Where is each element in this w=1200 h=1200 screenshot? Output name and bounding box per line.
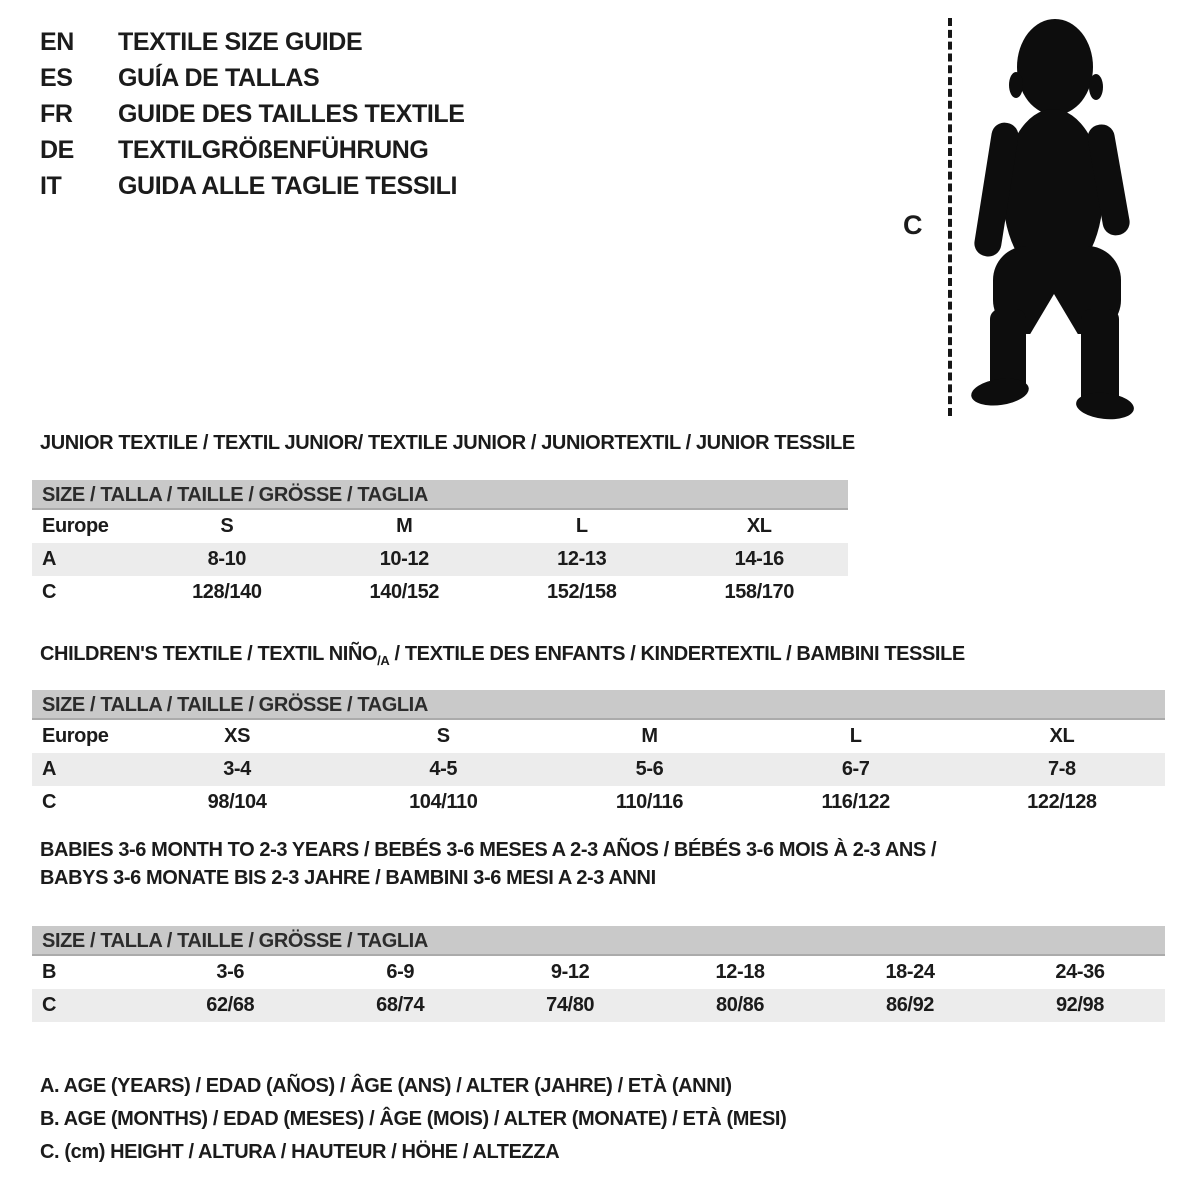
junior-size-table (32, 510, 848, 609)
language-title: GUÍA DE TALLAS (118, 63, 320, 92)
table-cell: 12-18 (715, 961, 765, 983)
table-row (32, 989, 1165, 1022)
table-cell: 10-12 (379, 548, 429, 570)
table-cell: 62/68 (206, 994, 255, 1016)
legend-line-c: C. (cm) HEIGHT / ALTURA / HAUTEUR / HÖHE / ALTEZZA (40, 1141, 560, 1163)
table-row (32, 720, 1165, 753)
language-row (40, 168, 465, 204)
language-title-block (40, 24, 465, 204)
table-cell: XL (1049, 725, 1075, 747)
table-cell: 7-8 (1048, 758, 1076, 780)
table-cell: 110/116 (615, 791, 684, 813)
babies-title-line1: BABIES 3-6 MONTH TO 2-3 YEARS / BEBÉS 3-6 MESES A 2-3 AÑOS / BÉBÉS 3-6 MOIS À 2-3 ANS / (40, 839, 937, 861)
table-cell: 68/74 (376, 994, 425, 1016)
table-cell: 104/110 (409, 791, 478, 813)
table-cell: 5-6 (635, 758, 664, 780)
height-measure-label: C (903, 210, 923, 240)
size-table-header: SIZE / TALLA / TAILLE / GRÖSSE / TAGLIA (32, 690, 1165, 720)
table-cell: XS (224, 725, 251, 747)
size-table-header: SIZE / TALLA / TAILLE / GRÖSSE / TAGLIA (32, 480, 848, 510)
legend-line-b: B. AGE (MONTHS) / EDAD (MESES) / ÂGE (MOIS) / ALTER (MONATE) / ETÀ (MESI) (40, 1108, 787, 1130)
table-cell: 92/98 (1055, 994, 1105, 1016)
section-title-junior: JUNIOR TEXTILE / TEXTIL JUNIOR/ TEXTILE JUNIOR / JUNIORTEXTIL / JUNIOR TESSILE (40, 432, 855, 454)
table-cell: 6-9 (386, 961, 415, 983)
table-row (32, 510, 848, 543)
table-cell: 116/122 (821, 791, 890, 813)
table-cell: 12-13 (557, 548, 607, 570)
language-title: TEXTILGRÖßENFÜHRUNG (118, 135, 429, 164)
language-title: GUIDE DES TAILLES TEXTILE (118, 99, 465, 128)
table-cell: 3-4 (223, 758, 251, 780)
row-label: C (42, 581, 57, 603)
table-cell: 152/158 (547, 581, 617, 603)
table-cell: 4-5 (429, 758, 458, 780)
children-title-suffix: / TEXTILE DES ENFANTS / KINDERTEXTIL / BAMBINI TESSILE (389, 643, 965, 665)
row-label: C (42, 994, 57, 1016)
table-cell: L (575, 515, 588, 537)
table-cell: M (396, 515, 413, 537)
language-row (40, 60, 465, 96)
table-cell: 24-36 (1055, 961, 1105, 983)
section-title-babies (40, 836, 936, 892)
table-cell: L (849, 725, 862, 747)
table-cell: 122/128 (1027, 791, 1097, 813)
table-cell: 80/86 (716, 994, 765, 1016)
toddler-silhouette-icon (965, 14, 1140, 424)
table-cell: S (436, 725, 450, 747)
height-measure-dashed-line (948, 18, 952, 416)
language-row (40, 24, 465, 60)
babies-size-table (32, 956, 1165, 1022)
table-cell: 8-10 (207, 548, 247, 570)
row-label: A (42, 548, 57, 570)
table-cell: 86/92 (885, 994, 935, 1016)
table-row (32, 786, 1165, 819)
table-cell: 3-6 (216, 961, 245, 983)
table-cell: 128/140 (192, 581, 262, 603)
children-title-subscript: /A (377, 653, 390, 668)
language-code: DE (40, 135, 74, 164)
table-cell: XL (746, 515, 772, 537)
measure-legend (40, 1070, 786, 1169)
table-cell: 14-16 (734, 548, 784, 570)
table-cell: 140/152 (369, 581, 440, 603)
section-title-children (40, 643, 965, 668)
language-row (40, 132, 465, 168)
table-cell: 158/170 (724, 581, 794, 603)
language-title: TEXTILE SIZE GUIDE (118, 27, 363, 56)
language-code: FR (40, 99, 73, 128)
table-row (32, 543, 848, 576)
table-cell: 9-12 (550, 961, 590, 983)
table-cell: 98/104 (207, 791, 267, 813)
table-row (32, 956, 1165, 989)
size-table-babies (32, 926, 1165, 1022)
row-label: B (42, 961, 57, 983)
row-label: C (42, 791, 57, 813)
legend-line-a: A. AGE (YEARS) / EDAD (AÑOS) / ÂGE (ANS) / ALTER (JAHRE) / ETÀ (ANNI) (40, 1075, 732, 1097)
table-row (32, 576, 848, 609)
table-cell: M (641, 725, 658, 747)
size-table-children (32, 690, 1165, 819)
children-size-table (32, 720, 1165, 819)
row-label: A (42, 758, 57, 780)
babies-title-line2: BABYS 3-6 MONATE BIS 2-3 JAHRE / BAMBINI 3-6 MESI A 2-3 ANNI (40, 867, 656, 889)
language-code: EN (40, 27, 74, 56)
size-table-header: SIZE / TALLA / TAILLE / GRÖSSE / TAGLIA (32, 926, 1165, 956)
table-cell: 6-7 (841, 758, 870, 780)
table-cell: 74/80 (546, 994, 595, 1016)
table-row (32, 753, 1165, 786)
language-code: IT (40, 171, 62, 200)
language-row (40, 96, 465, 132)
children-title-prefix: CHILDREN'S TEXTILE / TEXTIL NIÑO (40, 643, 378, 665)
row-label: Europe (42, 515, 109, 537)
language-code: ES (40, 63, 73, 92)
table-cell: 18-24 (885, 961, 935, 983)
row-label: Europe (42, 725, 109, 747)
size-table-junior (32, 480, 848, 609)
table-cell: S (220, 515, 234, 537)
language-title: GUIDA ALLE TAGLIE TESSILI (118, 171, 458, 200)
